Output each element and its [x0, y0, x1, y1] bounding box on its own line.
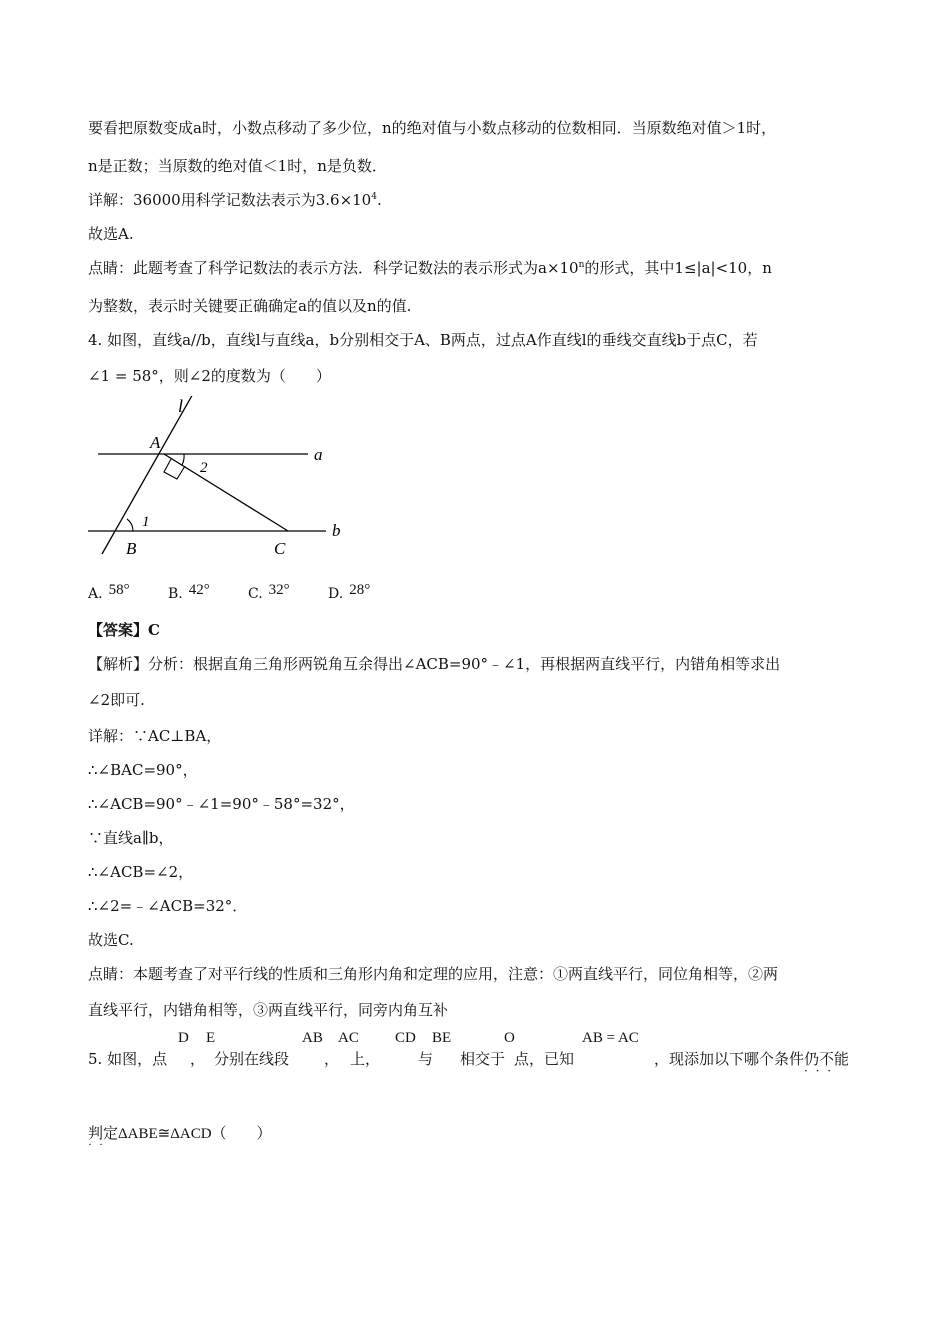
q5-p3: 分别在线段 — [214, 1050, 290, 1068]
question-4-stem: 4. 如图，直线a//b，直线l与直线a，b分别相交于A、B两点，过点A作直线l的垂线交直线b于点C，若 — [88, 331, 758, 349]
comment-line: 为整数，表示时关键要正确确定a的值以及n的值. — [88, 297, 412, 315]
option-d[interactable]: D. 28° — [328, 582, 371, 602]
label-a: a — [314, 445, 323, 464]
line-l — [102, 396, 194, 554]
choice-line: 故选C. — [88, 931, 134, 949]
q5-p6: 与 — [418, 1050, 434, 1068]
angle-1-arc — [127, 519, 133, 531]
detail-line: 详解：36000用科学记数法表示为$3.6\times 10^4$. — [88, 191, 382, 209]
step-line: ∴∠ACB=90°﹣∠1=90°﹣58°=32°， — [88, 795, 355, 813]
q5-p5: 上， — [350, 1050, 381, 1068]
q5-label-CD: CD — [395, 1030, 416, 1046]
q5-p2: ， — [190, 1050, 206, 1068]
analysis-line: 【解析】分析：根据直角三角形两锐角互余得出∠ACB=90°﹣∠1，再根据两直线平行，内错角相等求出 — [88, 655, 781, 673]
q5-label-E: E — [206, 1030, 216, 1046]
option-a[interactable]: A. 58° — [88, 582, 130, 602]
angle-2-arc — [182, 454, 184, 465]
step-line: ∴∠ACB=∠2， — [88, 863, 194, 881]
q5-p1: 5. 如图，点 — [88, 1050, 168, 1068]
option-b[interactable]: B. 42° — [168, 582, 210, 602]
right-angle-mark — [164, 459, 185, 479]
label-b: b — [332, 521, 341, 540]
q5-label-AB: AB — [302, 1030, 323, 1046]
emphasis-text: 判定 · · — [88, 1126, 118, 1142]
answer-line: 【答案】C — [88, 621, 160, 639]
segment-AC — [164, 454, 288, 531]
geometry-figure — [86, 396, 356, 566]
q5-line2: 判定 · ·ΔABE≅ΔACD（ ） — [88, 1122, 272, 1143]
option-c[interactable]: C. 32° — [248, 582, 290, 602]
choice-line: 故选A. — [88, 225, 134, 243]
step-line: ∴∠2=﹣∠ACB=32°． — [88, 897, 248, 915]
text-line: n是正数；当原数的绝对值＜1时，n是负数． — [88, 157, 387, 175]
analysis-line: ∠2即可. — [88, 691, 145, 709]
comment-line: 点睛：本题考查了对平行线的性质和三角形内角和定理的应用，注意：①两直线平行，同位角相等，②两 — [88, 965, 779, 983]
label-l: l — [178, 396, 184, 416]
q5-label-O: O — [504, 1030, 515, 1046]
comment-line: 点睛：此题考查了科学记数法的表示方法．科学记数法的表示形式为$a\times 10^n$的形式，其中1≤|a|<10，n — [88, 259, 772, 277]
comment-line: 直线平行，内错角相等，③两直线平行，同旁内角互补 — [88, 1001, 449, 1019]
q5-p8: 点，已知 — [514, 1050, 575, 1068]
label-1: 1 — [142, 514, 150, 530]
label-2: 2 — [200, 460, 208, 476]
question-4-stem: ∠1 = 58°，则∠2的度数为（ ） — [88, 367, 331, 385]
emphasis-text: 仍不能 · · · — [804, 1050, 849, 1068]
label-B: B — [126, 539, 137, 558]
step-line: ∵直线a∥b， — [88, 829, 174, 847]
label-C: C — [274, 539, 286, 558]
label-A: A — [150, 433, 161, 452]
q5-label-condition: AB = AC — [582, 1030, 639, 1046]
q5-label-AC: AC — [338, 1030, 359, 1046]
q5-p9: ，现添加以下哪个条件仍不能 · · · — [654, 1048, 849, 1069]
q5-label-D: D — [178, 1030, 189, 1046]
text-line: 要看把原数变成a时，小数点移动了多少位，n的绝对值与小数点移动的位数相同．当原数绝对值＞1时， — [88, 119, 777, 137]
q5-label-BE: BE — [432, 1030, 452, 1046]
step-line: ∴∠BAC=90°， — [88, 761, 198, 779]
q5-p4: ， — [324, 1050, 340, 1068]
q5-p7: 相交于 — [460, 1050, 506, 1068]
step-line: 详解：∵AC⊥BA， — [88, 727, 222, 745]
